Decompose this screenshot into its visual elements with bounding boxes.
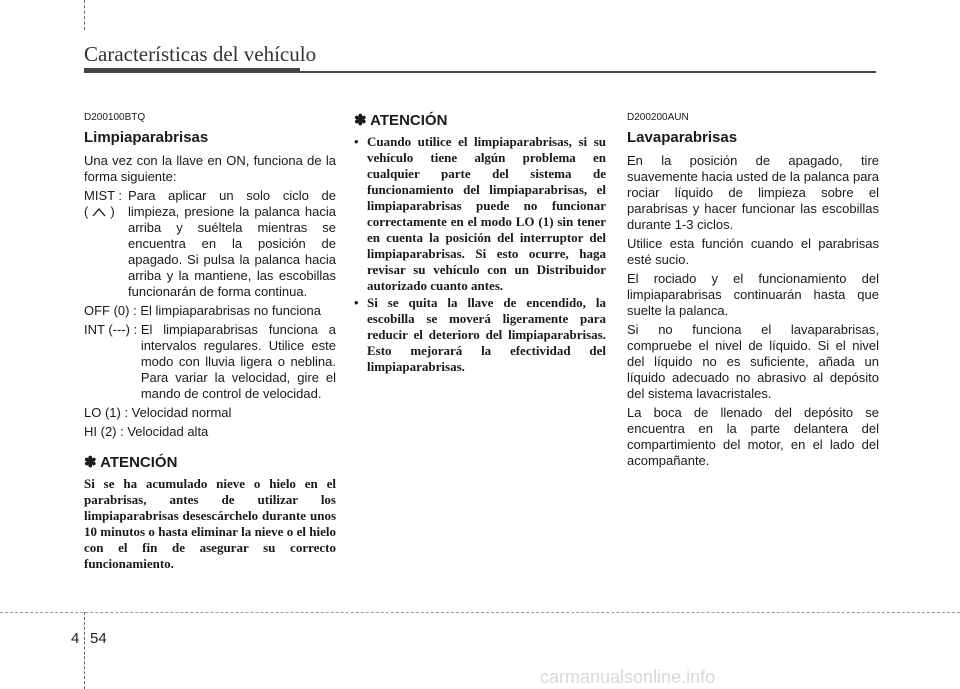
attention-heading: ✽ ATENCIÓN <box>84 454 178 471</box>
list-item <box>354 134 606 294</box>
int-description: El limpiaparabrisas funciona a intervalos regulares. Utilice este modo con lluvia ligera o neblina. Para variar la velocidad, gire el mando de control de velocidad. <box>140 322 336 401</box>
int-definition <box>84 322 336 402</box>
crop-guide-top-left <box>84 0 85 30</box>
mist-close-paren: ) <box>110 204 115 219</box>
attention-heading: ✽ ATENCIÓN <box>354 112 448 129</box>
attention-list <box>354 134 606 375</box>
hi-definition: HI (2) : Velocidad alta <box>84 424 209 439</box>
section-heading: Lavaparabrisas <box>627 129 738 146</box>
section-heading: Limpiaparabrisas <box>84 129 209 146</box>
list-item-text: Si se quita la llave de encendido, la escobilla se moverá ligeramente para reducir el deterioro del limpiaparabrisas. Esto mejorará la efectividad del limpiaparabrisas. <box>367 295 606 374</box>
mist-label: MIST : <box>84 188 123 203</box>
section-code: D200200AUN <box>627 112 689 123</box>
crop-guide-horizontal <box>0 612 960 613</box>
off-description: El limpiaparabrisas no funciona <box>140 303 321 318</box>
header-rule <box>84 71 876 73</box>
page-header-title: Características del vehículo <box>84 42 317 66</box>
off-definition <box>84 303 336 319</box>
watermark: carmanualsonline.info <box>540 667 716 687</box>
int-term: INT (---) : <box>84 322 138 337</box>
paragraph: Si no funciona el lavaparabrisas, compruebe el nivel de líquido. Si el nivel del líquido no es suficiente, añada un líquido adecuado no abrasivo al depósito del sistema lavacristales. <box>627 322 879 401</box>
mist-open-paren: ( <box>84 204 89 219</box>
chevron-up-icon <box>90 205 108 219</box>
list-item <box>354 295 606 375</box>
paragraph: Utilice esta función cuando el parabrisas esté sucio. <box>627 236 879 267</box>
column-washer <box>627 112 879 472</box>
list-item-text: Cuando utilice el limpiaparabrisas, si su vehículo tiene algún problema en cualquier parte del sistema de funcionamiento del limpiaparabrisas, el limpiaparabrisas puede no funcionar correctamente en el modo LO (1) sin tener en cuenta la posición del interruptor del limpiaparabrisas. Si esto ocurre, haga revisar su vehículo con un Distribuidor autorizado cuanto antes. <box>367 134 606 293</box>
intro-text: Una vez con la llave en ON, funciona de la forma siguiente: <box>84 153 336 184</box>
mist-description: Para aplicar un solo ciclo de limpieza, presione la palanca hacia arriba y suéltela mientras se encuentra en la posición de apagado. Si pulsa la palanca hacia arriba y la mantiene, las escobillas funcionarán de forma continua. <box>128 188 336 299</box>
paragraph: El rociado y el funcionamiento del limpiaparabrisas continuarán hasta que suelte la palanca. <box>627 271 879 318</box>
column-wiper <box>84 112 336 572</box>
paragraph: La boca de llenado del depósito se encuentra en la parte delantera del compartimiento del motor, en el lado del acompañante. <box>627 405 879 468</box>
attention-body: Si se ha acumulado nieve o hielo en el parabrisas, antes de utilizar los limpiaparabrisas desescárchelo durante unos 10 minutos o hasta eliminar la nieve o el hielo con el fin de asegurar su correcto funcionamiento. <box>84 476 336 571</box>
mist-symbol <box>84 204 128 220</box>
bullet-icon: • <box>354 295 359 310</box>
lo-definition: LO (1) : Velocidad normal <box>84 405 232 420</box>
section-code: D200100BTQ <box>84 112 146 123</box>
mist-term <box>84 188 128 300</box>
chapter-number: 4 <box>71 630 80 647</box>
mist-definition <box>84 188 336 300</box>
page-number: 54 <box>90 630 107 647</box>
crop-guide-left <box>84 612 85 689</box>
paragraph: En la posición de apagado, tire suavemente hacia usted de la palanca para rociar líquido de limpieza sobre el parabrisas y hacer funcionar las escobillas durante 1-3 ciclos. <box>627 153 879 232</box>
off-term: OFF (0) : <box>84 303 137 318</box>
column-attention <box>354 112 606 376</box>
bullet-icon: • <box>354 134 359 149</box>
